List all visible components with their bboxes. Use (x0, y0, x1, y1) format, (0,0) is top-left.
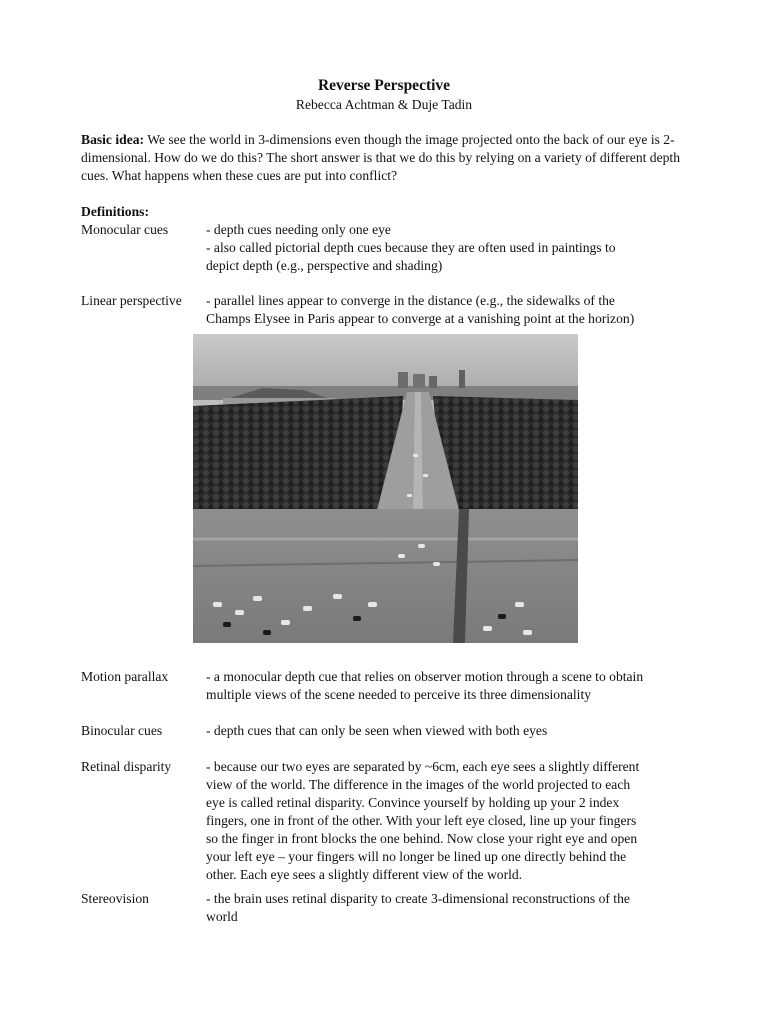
desc-line: depict depth (e.g., perspective and shading) (206, 258, 443, 273)
desc-line: - depth cues needing only one eye (206, 222, 391, 237)
term-monocular-cues: Monocular cues (81, 222, 169, 237)
desc-line: - depth cues that can only be seen when viewed with both eyes (206, 723, 548, 738)
desc-motion-parallax (206, 668, 696, 704)
desc-binocular-cues (206, 722, 696, 740)
definitions-heading: Definitions: (81, 204, 149, 219)
term-motion-parallax: Motion parallax (81, 669, 169, 684)
desc-line: view of the world. The difference in the images of the world projected to each (206, 777, 631, 792)
desc-line: - a monocular depth cue that relies on observer motion through a scene to obtain (206, 669, 644, 684)
champs-elysees-photo (193, 334, 578, 643)
desc-retinal-disparity (206, 758, 696, 884)
desc-line: - parallel lines appear to converge in the distance (e.g., the sidewalks of the (206, 293, 615, 308)
desc-line: eye is called retinal disparity. Convince yourself by holding up your 2 index (206, 795, 620, 810)
desc-line: - also called pictorial depth cues because they are often used in paintings to (206, 240, 616, 255)
basic-idea-text: We see the world in 3-dimensions even though the image projected onto the back of our eye is 2-dimensional. How do we do this? The short answer is that we do this by relying on a variety of different depth cues. What happens when these cues are put into conflict? (81, 132, 681, 183)
basic-idea-label: Basic idea: (81, 132, 145, 147)
desc-line: fingers, one in front of the other. With your left eye closed, line up your fingers (206, 813, 637, 828)
page-title: Reverse Perspective (317, 77, 451, 94)
desc-monocular-cues (206, 221, 696, 275)
desc-line: multiple views of the scene needed to perceive its three dimensionality (206, 687, 592, 702)
desc-line: - the brain uses retinal disparity to create 3-dimensional reconstructions of the (206, 891, 630, 906)
desc-line: world (206, 909, 238, 924)
term-stereovision: Stereovision (81, 891, 149, 906)
desc-line: other. Each eye sees a slightly different view of the world. (206, 867, 523, 882)
authors: Rebecca Achtman & Duje Tadin (295, 97, 473, 112)
basic-idea-paragraph (81, 131, 691, 185)
desc-line: so the finger in front blocks the one behind. Now close your right eye and open (206, 831, 638, 846)
desc-line: your left eye – your fingers will no longer be lined up one directly behind the (206, 849, 627, 864)
desc-linear-perspective (206, 292, 696, 328)
desc-stereovision (206, 890, 696, 926)
term-linear-perspective: Linear perspective (81, 293, 182, 308)
term-binocular-cues: Binocular cues (81, 723, 163, 738)
desc-line: - because our two eyes are separated by ~6cm, each eye sees a slightly different (206, 759, 640, 774)
desc-line: Champs Elysee in Paris appear to converge at a vanishing point at the horizon) (206, 311, 635, 326)
term-retinal-disparity: Retinal disparity (81, 759, 172, 774)
